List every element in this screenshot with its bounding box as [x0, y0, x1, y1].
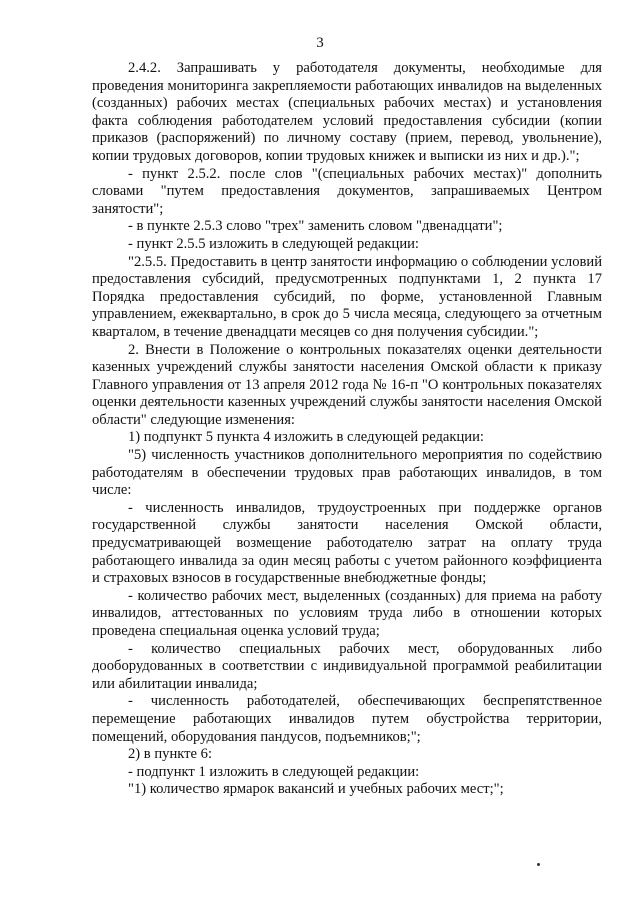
- paragraph-item-2-5-2: - пункт 2.5.2. после слов "(специальных рабочих местах)" дополнить словами "путем предоставления документов, запрашиваемых Центром занятости";: [92, 165, 602, 217]
- document-body: [92, 60, 602, 799]
- paragraph-bullet-disabled-employed: - численность инвалидов, трудоустроенных при поддержке органов государственной службы занятости населения Омской области, предусматривающей возмещение работодателю затрат на оплату труда работающего инвалида за один месяц работы с учетом районного коэффициента и страховых взносов в государственные внебюджетные фонды;: [92, 499, 602, 587]
- paragraph-item-2-5-3: - в пункте 2.5.3 слово "трех" заменить словом "двенадцати";: [128, 218, 503, 235]
- paragraph-bullet-special-workplaces: - количество специальных рабочих мест, оборудованных либо дооборудованных в соответствии с индивидуальной программой реабилитации или абилитации инвалида;: [92, 640, 602, 692]
- paragraph-job-fairs: "1) количество ярмарок вакансий и учебных рабочих мест;";: [128, 781, 504, 798]
- paragraph-section-2: 2. Внести в Положение о контрольных показателях оценки деятельности казенных учреждений службы занятости населения Омской области к приказу Главного управления от 13 апреля 2012 года № 16-п "О контрольных показателях оценки деятельности казенных учреждений службы занятости населения Омской области" следующие изменения:: [92, 341, 602, 428]
- page-number: 3: [316, 35, 324, 51]
- paragraph-subitem-1: 1) подпункт 5 пункта 4 изложить в следующей редакции:: [128, 429, 484, 446]
- paragraph-bullet-employers: - численность работодателей, обеспечивающих беспрепятственное перемещение работающих инвалидов путем обустройства территории, помещений, оборудования пандусов, подъемников;";: [92, 693, 602, 745]
- paragraph-2-5-5-text: "2.5.5. Предоставить в центр занятости информацию о соблюдении условий предоставления субсидий, предусмотренных подпунктами 1, 2 пункта 17 Порядка предоставления субсидий, по форме, установленной Главным управлением, ежеквартально, в срок до 5 числа месяца, следующего за отчетным кварталом, в течение двенадцати месяцев со дня получения субсидии.";: [92, 253, 602, 340]
- paragraph-item-2-5-5: - пункт 2.5.5 изложить в следующей редакции:: [128, 235, 419, 252]
- paragraph-subitem-2: 2) в пункте 6:: [128, 746, 213, 763]
- paragraph-subitem-5: "5) численность участников дополнительного мероприятия по содействию работодателям в обеспечении трудовых прав работающих инвалидов, в том числе:: [92, 447, 602, 499]
- paragraph-2-4-2: 2.4.2. Запрашивать у работодателя документы, необходимые для проведения мониторинга закрепляемости работающих инвалидов на выделенных (созданных) рабочих местах (специальных рабочих местах) и установления факта соблюдения работодателем условий предоставления субсидии (копии приказов (распоряжений) по личному составу (прием, перевод, увольнение), копии трудовых договоров, копии трудовых книжек и выписки из них и др.).";: [92, 60, 602, 164]
- scan-dot-mark: [537, 863, 540, 866]
- paragraph-subpoint-1: - подпункт 1 изложить в следующей редакции:: [128, 763, 420, 780]
- paragraph-bullet-workplaces: - количество рабочих мест, выделенных (созданных) для приема на работу инвалидов, аттестованных по условиям труда либо в отношении которых проведена специальная оценка условий труда;: [92, 587, 602, 639]
